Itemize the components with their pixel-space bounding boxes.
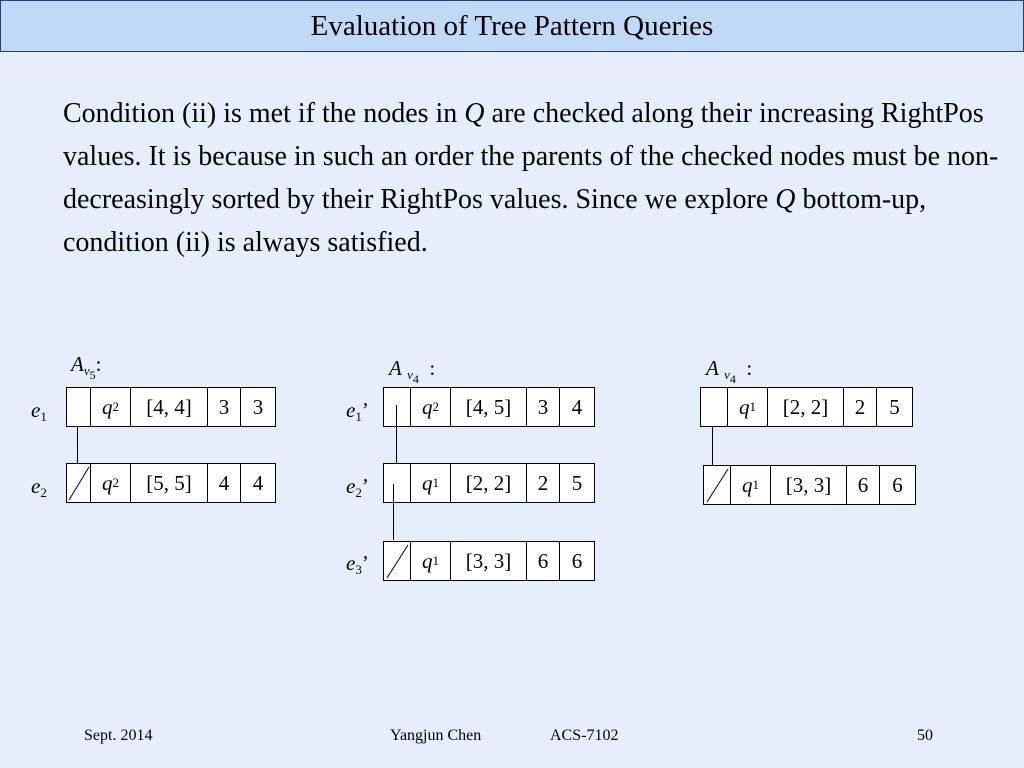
pointer-cell	[67, 388, 91, 426]
paragraph-part-3: bottom-up, condition (ii) is always satisfied.	[63, 184, 927, 258]
interval-cell: [4, 4]	[131, 388, 208, 426]
query-node-cell: q 2	[411, 388, 451, 426]
list-label: A $_{v_4}$ :	[706, 356, 753, 386]
list-entry	[700, 387, 913, 427]
interval-cell: [2, 2]	[451, 464, 527, 502]
right-pos-cell: 6	[892, 472, 903, 497]
pointer-cell	[701, 388, 728, 426]
left-pos-cell: 2	[527, 464, 560, 502]
right-pos-cell: 4	[571, 394, 583, 419]
query-symbol: Q	[464, 98, 485, 129]
entry-label: $e_1$’	[346, 398, 369, 424]
right-pos-cell: 5	[889, 394, 900, 419]
null-pointer-cell	[67, 464, 91, 502]
null-pointer-cell	[384, 542, 411, 580]
title-bar	[0, 0, 1024, 52]
link-line	[393, 484, 394, 540]
paragraph-part-2: are checked along their increasing RightPos values. It is because in such an order the parents of the checked nodes must be non-decreasingly sorted by their RightPos values. Since we explore	[63, 98, 999, 215]
right-pos-cell: 3	[252, 394, 264, 419]
right-pos-cell: 5	[571, 470, 583, 495]
left-pos-cell: 3	[527, 388, 560, 426]
query-node-cell: q 1	[411, 542, 451, 580]
list-label: A $_{v_4}$ :	[389, 356, 436, 386]
left-pos-cell: 6	[527, 542, 560, 580]
interval-cell: [5, 5]	[131, 464, 208, 502]
left-pos-cell: 6	[847, 466, 880, 504]
footer-date: Sept. 2014	[84, 727, 153, 744]
list-entry	[66, 463, 276, 503]
entry-label: $e_3$’	[346, 551, 369, 577]
interval-cell: [3, 3]	[771, 466, 847, 504]
null-pointer-cell	[704, 466, 731, 504]
footer-author: Yangjun Chen	[390, 727, 482, 744]
list-entry	[383, 463, 595, 503]
query-node-cell: q 2	[91, 464, 131, 502]
pointer-cell	[384, 464, 411, 502]
null-pointer-slash-icon	[67, 464, 91, 502]
interval-cell: [2, 2]	[768, 388, 844, 426]
list-entry	[66, 387, 276, 427]
list-label: $A_{v_5}$:	[71, 352, 102, 382]
left-pos-cell: 2	[844, 388, 877, 426]
slide-title: Evaluation of Tree Pattern Queries	[310, 9, 714, 42]
left-pos-cell: 3	[208, 388, 241, 426]
query-node-cell: q 1	[411, 464, 451, 502]
right-pos-cell: 6	[571, 548, 583, 573]
paragraph-part-1: Condition (ii) is met if the nodes in	[63, 98, 465, 129]
link-line	[396, 405, 397, 463]
entry-label: $e_2$	[31, 474, 47, 500]
list-entry	[703, 465, 916, 505]
link-line	[712, 427, 713, 465]
null-pointer-slash-icon	[704, 466, 731, 504]
pointer-cell	[384, 388, 411, 426]
left-pos-cell: 4	[208, 464, 241, 502]
query-node-cell: q 1	[728, 388, 768, 426]
footer-course: ACS-7102	[550, 727, 619, 744]
list-entry	[383, 387, 595, 427]
footer-page-number: 50	[917, 727, 933, 744]
right-pos-cell: 4	[252, 470, 264, 495]
query-node-cell: q 2	[91, 388, 131, 426]
link-line	[77, 427, 78, 463]
body-paragraph	[63, 92, 1013, 264]
interval-cell: [4, 5]	[451, 388, 527, 426]
entry-label: $e_2$’	[346, 474, 369, 500]
query-symbol: Q	[775, 184, 796, 215]
list-entry	[383, 541, 595, 581]
interval-cell: [3, 3]	[451, 542, 527, 580]
entry-label: $e_1$	[31, 398, 47, 424]
query-node-cell: q 1	[731, 466, 771, 504]
null-pointer-slash-icon	[384, 542, 411, 580]
